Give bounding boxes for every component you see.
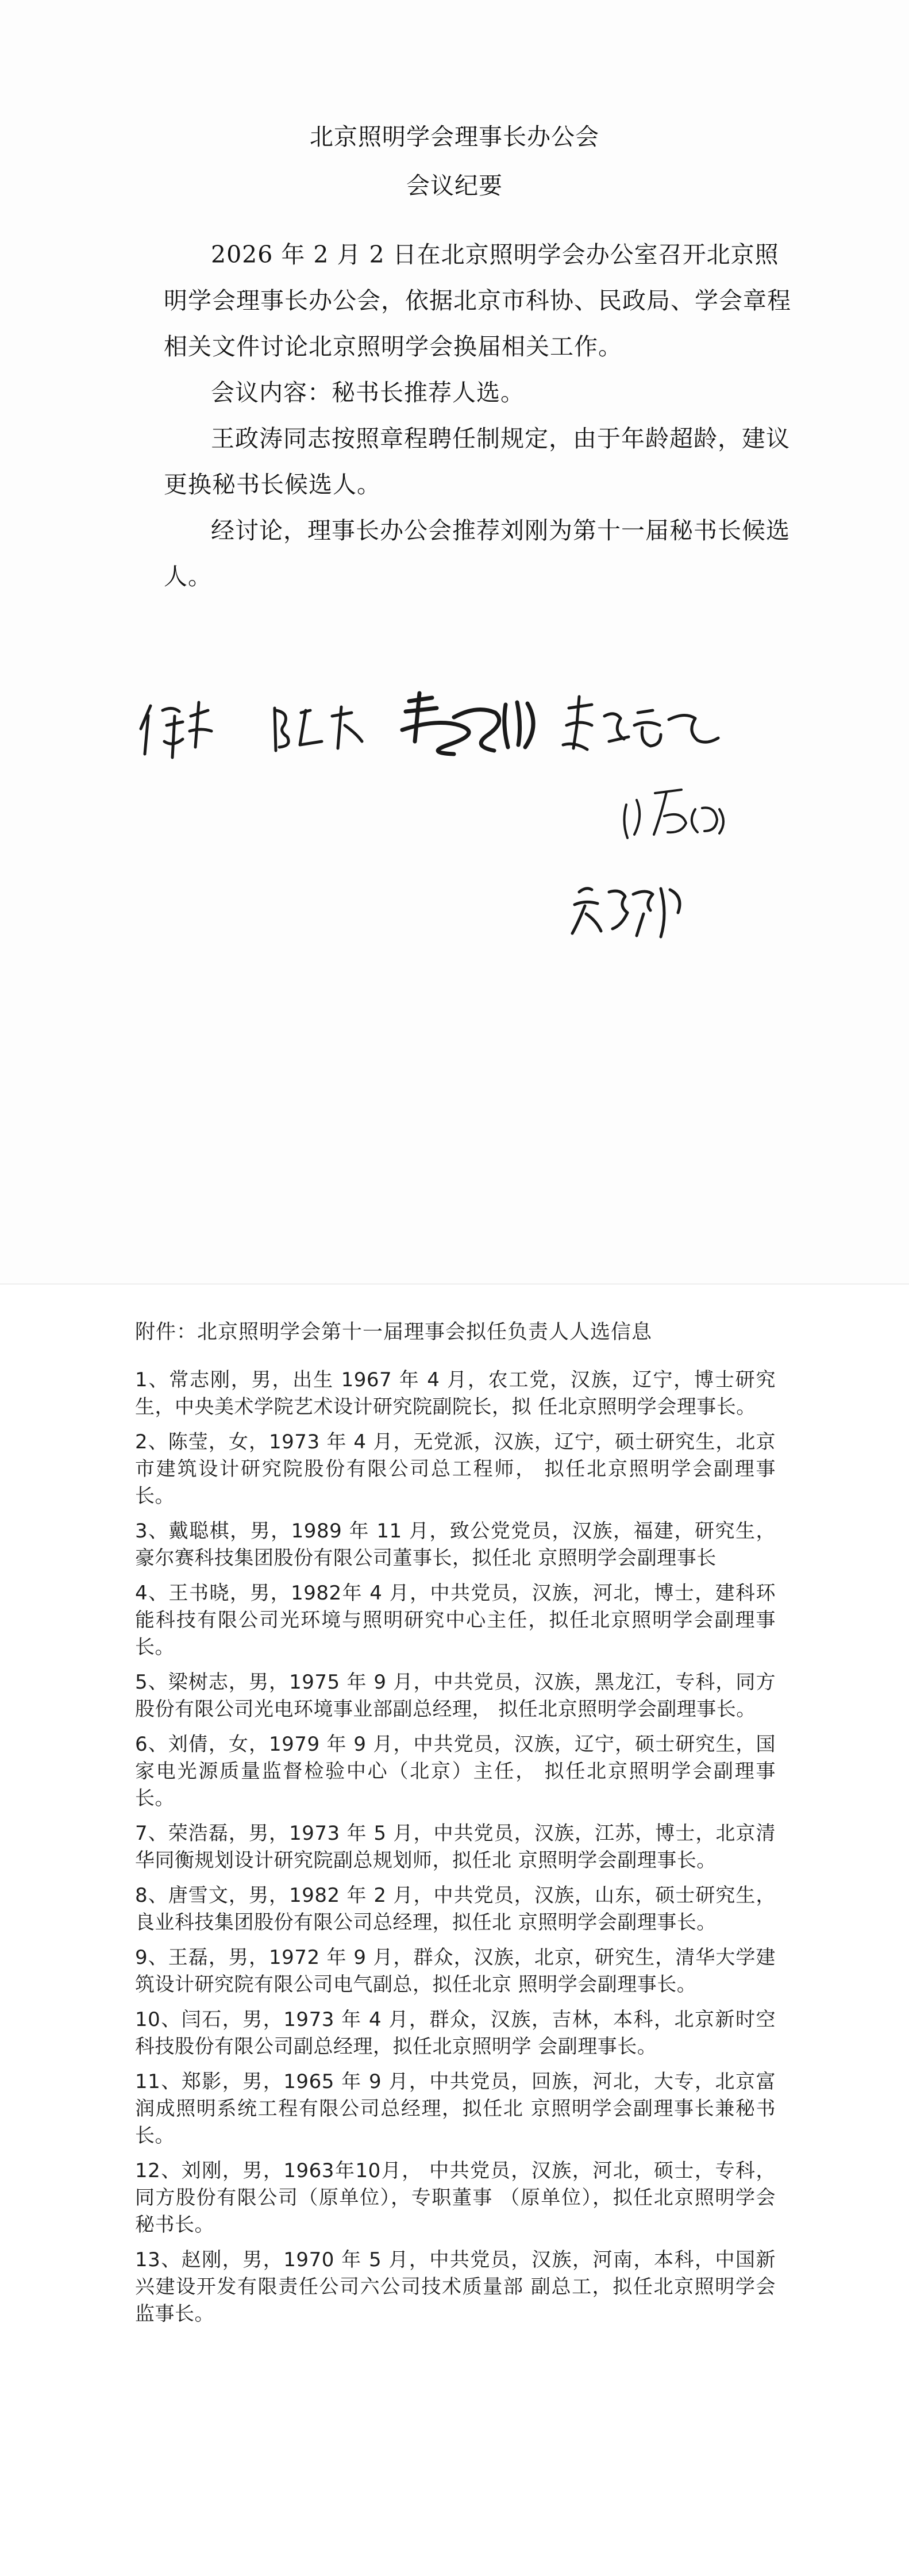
- list-item: 1、常志刚，男，出生 1967 年 4 月，农工党，汉族，辽宁，博士研究生，中央美术学院艺术设计研究院副院长，拟 任北京照明学会理事长。: [135, 1368, 776, 1418]
- list-item: 5、梁树志，男，1975 年 9 月，中共党员，汉族，黑龙江，专科，同方股份有限公司光电环境事业部副总经理， 拟任北京照明学会副理事长。: [135, 1671, 776, 1721]
- list-item: 4、王书晓，男，1982年 4 月，中共党员，汉族，河北，博士，建科环能科技有限公司光环境与照明研究中心主任，拟任北京照明学会副理事长。: [135, 1582, 776, 1659]
- meeting-minutes-page: [0, 0, 909, 1285]
- list-item: 11、郑影，男，1965 年 9 月，中共党员，回族，河北，大专，北京富润成照明系统工程有限公司总经理，拟任北 京照明学会副理事长兼秘书长。: [135, 2070, 776, 2147]
- signature-6: [572, 889, 680, 937]
- candidate-list: [135, 1367, 776, 2336]
- intro-paragraph: 2026 年 2 月 2 日在北京照明学会办公室召开北京照明学会理事长办公会，依据北京市科协、民政局、学会章程相关文件讨论北京照明学会换届相关工作。: [164, 241, 791, 360]
- signature-1: [141, 702, 211, 758]
- list-item: 3、戴聪棋，男，1989 年 11 月，致公党党员，汉族，福建，研究生，豪尔赛科技集团股份有限公司董事长，拟任北 京照明学会副理事长: [135, 1520, 776, 1570]
- wang-paragraph: 王政涛同志按照章程聘任制规定，由于年龄超龄，建议更换秘书长候选人。: [164, 425, 790, 498]
- signature-2: [275, 707, 362, 751]
- list-item: 9、王磊，男，1972 年 9 月，群众，汉族，北京，研究生，清华大学建筑设计研究院有限公司电气副总，拟任北京 照明学会副理事长。: [135, 1946, 776, 1996]
- list-item: 2、陈莹，女，1973 年 4 月，无党派，汉族，辽宁，硕士研究生，北京市建筑设计研究院股份有限公司总工程师， 拟任北京照明学会副理事长。: [135, 1431, 776, 1508]
- list-item: 10、闫石，男，1973 年 4 月，群众，汉族，吉林，本科，北京新时空科技股份有限公司副总经理，拟任北京照明学 会副理事长。: [135, 2008, 776, 2058]
- signature-5: [624, 790, 723, 838]
- list-item: 8、唐雪文，男，1982 年 2 月，中共党员，汉族，山东，硕士研究生，良业科技集团股份有限公司总经理，拟任北 京照明学会副理事长。: [135, 1884, 776, 1934]
- handwritten-signatures: [0, 0, 909, 1285]
- document-subtitle: 会议纪要: [406, 172, 503, 199]
- attachment-heading: 附件：北京照明学会第十一届理事会拟任负责人人选信息: [135, 1321, 653, 1344]
- list-item: 7、荣浩磊，男，1973 年 5 月，中共党员，汉族，江苏，博士，北京清华同衡规划设计研究院副总规划师，拟任北 京照明学会副理事长。: [135, 1822, 776, 1872]
- signature-3: [402, 693, 533, 754]
- result-paragraph: 经讨论，理事长办公会推荐刘刚为第十一届秘书长候选人。: [164, 517, 790, 590]
- list-item: 12、刘刚，男，1963年10月， 中共党员，汉族，河北，硕士，专科，同方股份有限公司（原单位），专职董事 （原单位），拟任北京照明学会秘书长。: [135, 2159, 776, 2236]
- document-title: 北京照明学会理事长办公会: [310, 123, 599, 151]
- list-item: 13、赵刚，男，1970 年 5 月，中共党员，汉族，河南，本科，中国新兴建设开发有限责任公司六公司技术质量部 副总工，拟任北京照明学会监事长。: [135, 2248, 776, 2325]
- list-item: 6、刘倩，女，1979 年 9 月，中共党员，汉族，辽宁，硕士研究生，国家电光源质量监督检验中心（北京）主任， 拟任北京照明学会副理事长。: [135, 1733, 776, 1810]
- content-paragraph: 会议内容：秘书长推荐人选。: [211, 379, 525, 406]
- signature-4: [563, 697, 718, 749]
